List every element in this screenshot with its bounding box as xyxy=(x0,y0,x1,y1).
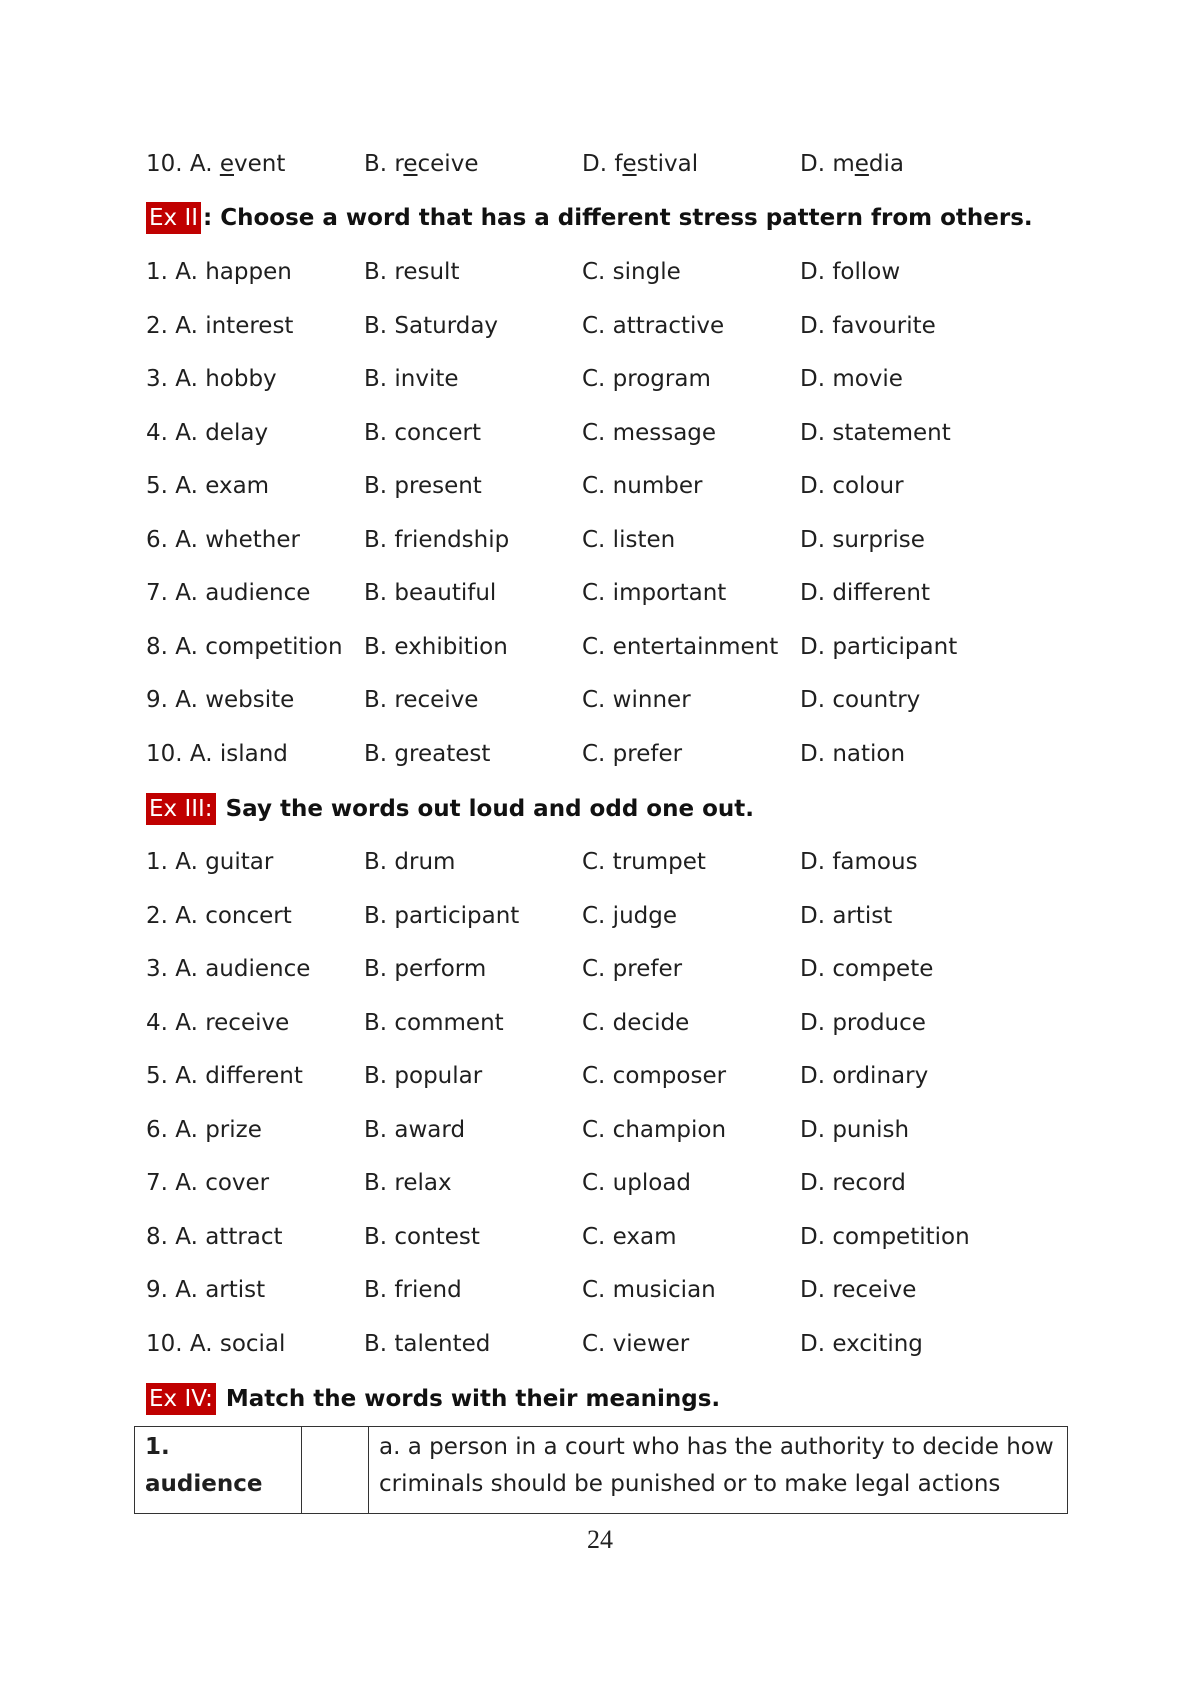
ex2-q6-option-d: D. surprise xyxy=(800,526,925,553)
ex2-q9-option-c: C. winner xyxy=(582,687,691,713)
ex3-q4-option-c: C. decide xyxy=(582,1009,690,1036)
ex2-q8-option-b: B. exhibition xyxy=(364,633,508,660)
ex3-q7-option-c: C. upload xyxy=(582,1170,692,1196)
ex2-question-3 xyxy=(146,359,1066,399)
ex2-q4-option-a: 4. A. delay xyxy=(146,419,269,446)
ex3-q2-option-d: D. artist xyxy=(800,902,893,929)
ex2-q7-option-a: 7. A. audience xyxy=(146,580,311,606)
ex3-question-2 xyxy=(146,896,1066,936)
ex2-question-2 xyxy=(146,306,1066,346)
ex2-q2-option-d: D. favourite xyxy=(800,312,936,339)
ex2-q10-option-d: D. nation xyxy=(800,740,906,767)
ex3-q5-option-c: C. composer xyxy=(582,1063,727,1089)
page-number: 24 xyxy=(587,1525,613,1554)
ex2-q9-option-d: D. country xyxy=(800,687,921,713)
ex3-question-4 xyxy=(146,1003,1066,1043)
ex2-q6-option-a: 6. A. whether xyxy=(146,526,300,553)
ex2-q5-option-a: 5. A. exam xyxy=(146,473,270,499)
ex2-q8-option-a: 8. A. competition xyxy=(146,633,343,660)
ex3-q9-option-a: 9. A. artist xyxy=(146,1277,266,1303)
ex3-q2-option-c: C. judge xyxy=(582,902,677,929)
ex2-q5-option-c: C. number xyxy=(582,473,703,499)
ex2-question-1 xyxy=(146,252,1066,292)
ex3-q3-option-c: C. prefer xyxy=(582,956,683,982)
ex2-q3-option-a: 3. A. hobby xyxy=(146,366,277,392)
ex2-q1-option-d: D. follow xyxy=(800,259,901,285)
ex2-question-8 xyxy=(146,627,1066,667)
ex1-q10-option-b: B. receive xyxy=(364,151,479,177)
ex3-q4-option-a: 4. A. receive xyxy=(146,1009,290,1036)
ex3-q2-option-a: 2. A. concert xyxy=(146,902,292,929)
ex3-q7-option-a: 7. A. cover xyxy=(146,1170,270,1196)
ex3-q3-option-a: 3. A. audience xyxy=(146,956,311,982)
ex2-q5-option-d: D. colour xyxy=(800,473,904,499)
ex3-question-8 xyxy=(146,1217,1066,1257)
ex3-question-5 xyxy=(146,1056,1066,1096)
matching-answer-cell[interactable] xyxy=(302,1427,369,1514)
ex3-q5-option-b: B. popular xyxy=(364,1063,483,1089)
matching-table xyxy=(134,1426,1068,1514)
ex3-q10-option-a: 10. A. social xyxy=(146,1330,286,1357)
ex3-q1-option-b: B. drum xyxy=(364,849,456,875)
ex2-q9-option-b: B. receive xyxy=(364,687,479,713)
ex2-tag: Ex II xyxy=(146,202,201,234)
ex3-q8-option-b: B. contest xyxy=(364,1223,480,1250)
ex2-q10-option-a: 10. A. island xyxy=(146,740,288,767)
ex3-q10-option-b: B. talented xyxy=(364,1330,491,1357)
ex3-heading xyxy=(146,791,754,827)
ex2-q8-option-d: D. participant xyxy=(800,633,958,660)
ex3-tag: Ex III: xyxy=(146,793,216,825)
ex3-q8-option-c: C. exam xyxy=(582,1223,677,1250)
matching-row xyxy=(135,1427,1068,1514)
ex3-q1-option-d: D. famous xyxy=(800,849,918,875)
ex1-q10-option-d: D. media xyxy=(800,151,904,177)
ex2-question-5 xyxy=(146,466,1066,506)
ex3-q6-option-c: C. champion xyxy=(582,1116,727,1143)
ex3-q9-option-c: C. musician xyxy=(582,1277,716,1303)
ex2-q7-option-d: D. different xyxy=(800,580,931,606)
ex3-q6-option-d: D. punish xyxy=(800,1116,910,1143)
ex3-question-9 xyxy=(146,1270,1066,1310)
ex2-q4-option-b: B. concert xyxy=(364,419,481,446)
ex2-q10-option-b: B. greatest xyxy=(364,740,491,767)
ex2-question-4 xyxy=(146,413,1066,453)
ex3-question-7 xyxy=(146,1163,1066,1203)
ex3-q6-option-a: 6. A. prize xyxy=(146,1116,262,1143)
ex2-q1-option-c: C. single xyxy=(582,259,681,285)
ex3-q7-option-b: B. relax xyxy=(364,1170,452,1196)
ex2-question-7 xyxy=(146,573,1066,613)
ex2-q2-option-b: B. Saturday xyxy=(364,312,499,339)
ex2-q8-option-c: C. entertainment xyxy=(582,633,779,660)
ex3-title: Say the words out loud and odd one out. xyxy=(217,796,754,822)
ex3-q10-option-c: C. viewer xyxy=(582,1330,690,1357)
ex2-q3-option-c: C. program xyxy=(582,366,711,392)
ex3-q8-option-a: 8. A. attract xyxy=(146,1223,283,1250)
ex3-q5-option-d: D. ordinary xyxy=(800,1063,929,1089)
ex3-question-6 xyxy=(146,1110,1066,1150)
ex3-q7-option-d: D. record xyxy=(800,1170,906,1196)
ex3-q2-option-b: B. participant xyxy=(364,902,520,929)
ex1-q10-option-c: D. festival xyxy=(582,151,699,177)
ex4-heading xyxy=(146,1381,720,1417)
ex4-tag: Ex IV: xyxy=(146,1383,216,1415)
ex2-title: : Choose a word that has a different stress pattern from others. xyxy=(203,205,1033,231)
ex2-q7-option-b: B. beautiful xyxy=(364,580,497,606)
ex2-q6-option-c: C. listen xyxy=(582,526,676,553)
ex3-q9-option-d: D. receive xyxy=(800,1277,917,1303)
ex2-q10-option-c: C. prefer xyxy=(582,740,683,767)
ex2-q1-option-a: 1. A. happen xyxy=(146,259,292,285)
ex2-q3-option-b: B. invite xyxy=(364,366,459,392)
ex3-q3-option-d: D. compete xyxy=(800,956,934,982)
ex2-q1-option-b: B. result xyxy=(364,259,460,285)
ex3-q1-option-a: 1. A. guitar xyxy=(146,849,274,875)
ex2-q4-option-d: D. statement xyxy=(800,419,951,446)
ex3-q9-option-b: B. friend xyxy=(364,1277,462,1303)
ex3-question-3 xyxy=(146,949,1066,989)
ex1-question-10 xyxy=(146,144,1066,184)
ex2-q9-option-a: 9. A. website xyxy=(146,687,295,713)
ex3-q4-option-d: D. produce xyxy=(800,1009,926,1036)
ex3-question-1 xyxy=(146,842,1066,882)
ex2-heading xyxy=(146,200,1033,236)
ex3-q4-option-b: B. comment xyxy=(364,1009,504,1036)
ex2-q3-option-d: D. movie xyxy=(800,366,903,392)
matching-word: 1. audience xyxy=(135,1427,302,1514)
ex4-title: Match the words with their meanings. xyxy=(217,1386,721,1412)
ex3-question-10 xyxy=(146,1324,1066,1364)
ex2-q2-option-c: C. attractive xyxy=(582,312,725,339)
ex3-q10-option-d: D. exciting xyxy=(800,1330,923,1357)
ex3-q1-option-c: C. trumpet xyxy=(582,849,706,875)
matching-meaning: a. a person in a court who has the authority to decide how criminals should be punished or to make legal actions xyxy=(369,1427,1068,1514)
ex3-q3-option-b: B. perform xyxy=(364,956,487,982)
ex2-q5-option-b: B. present xyxy=(364,473,482,499)
ex2-question-6 xyxy=(146,520,1066,560)
ex3-q8-option-d: D. competition xyxy=(800,1223,970,1250)
ex1-q10-option-a: 10. A. event xyxy=(146,151,286,177)
ex3-q5-option-a: 5. A. different xyxy=(146,1063,303,1089)
ex2-q2-option-a: 2. A. interest xyxy=(146,312,294,339)
ex3-q6-option-b: B. award xyxy=(364,1116,466,1143)
ex2-question-10 xyxy=(146,734,1066,774)
ex2-q6-option-b: B. friendship xyxy=(364,526,510,553)
ex2-question-9 xyxy=(146,680,1066,720)
ex2-q4-option-c: C. message xyxy=(582,419,717,446)
ex2-q7-option-c: C. important xyxy=(582,580,727,606)
